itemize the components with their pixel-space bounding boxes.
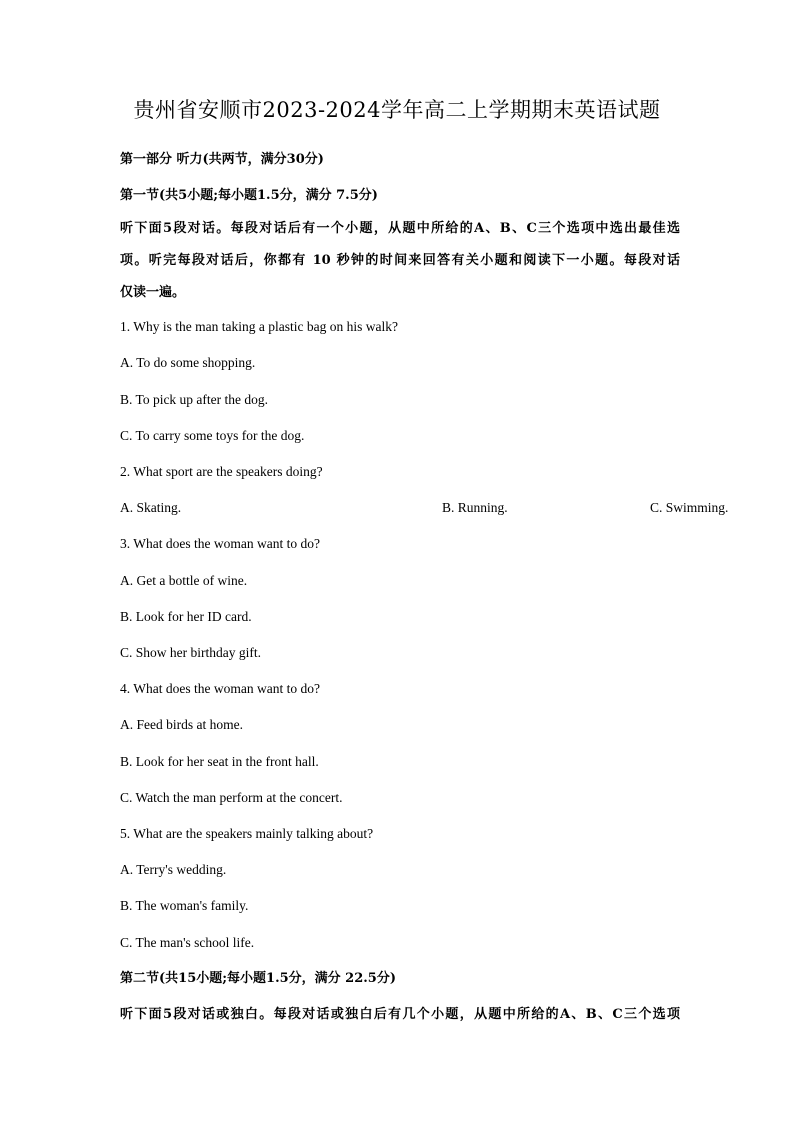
section1-instruction-line: 听下面5段对话。每段对话后有一个小题，从题中所给的A、B、C三个选项中选出最佳选 <box>120 221 680 236</box>
question-stem: 4. What does the woman want to do? <box>120 681 320 696</box>
answer-option: B. The woman's family. <box>120 898 249 913</box>
question-stem: 3. What does the woman want to do? <box>120 536 320 551</box>
question-stem: 1. Why is the man taking a plastic bag on his walk? <box>120 319 398 334</box>
part1-heading: 第一部分 听力(共两节，满分30分) <box>120 152 324 167</box>
answer-option: C. To carry some toys for the dog. <box>120 428 305 443</box>
section2-instruction-line: 听下面5段对话或独白。每段对话或独白后有几个小题，从题中所给的A、B、C三个选项 <box>120 1007 680 1022</box>
answer-option: A. To do some shopping. <box>120 355 256 370</box>
question-stem: 5. What are the speakers mainly talking about? <box>120 826 374 841</box>
answer-options-row <box>120 500 729 516</box>
answer-option: C. Swimming. <box>650 500 729 515</box>
answer-option: B. Look for her seat in the front hall. <box>120 754 319 769</box>
answer-option: C. The man's school life. <box>120 935 255 950</box>
answer-option: A. Get a bottle of wine. <box>120 573 248 588</box>
section1-instruction-line: 项。听完每段对话后，你都有 10 秒钟的时间来回答有关小题和阅读下一小题。每段对话 <box>120 253 680 268</box>
answer-option: B. Look for her ID card. <box>120 609 252 624</box>
answer-option: A. Skating. <box>120 500 182 515</box>
answer-option: A. Terry's wedding. <box>120 862 227 877</box>
question-stem: 2. What sport are the speakers doing? <box>120 464 323 479</box>
answer-option: B. To pick up after the dog. <box>120 392 269 407</box>
section2-heading: 第二节(共15小题;每小题1.5分，满分 22.5分) <box>120 971 396 986</box>
page-title: 贵州省安顺市2023-2024学年高二上学期期末英语试题 <box>133 98 661 122</box>
answer-option: C. Watch the man perform at the concert. <box>120 790 343 805</box>
section1-instruction-line: 仅读一遍。 <box>120 285 186 300</box>
answer-option: C. Show her birthday gift. <box>120 645 261 660</box>
answer-option: A. Feed birds at home. <box>120 717 243 732</box>
section1-heading: 第一节(共5小题;每小题1.5分，满分 7.5分) <box>120 188 378 203</box>
answer-option: B. Running. <box>442 500 508 515</box>
